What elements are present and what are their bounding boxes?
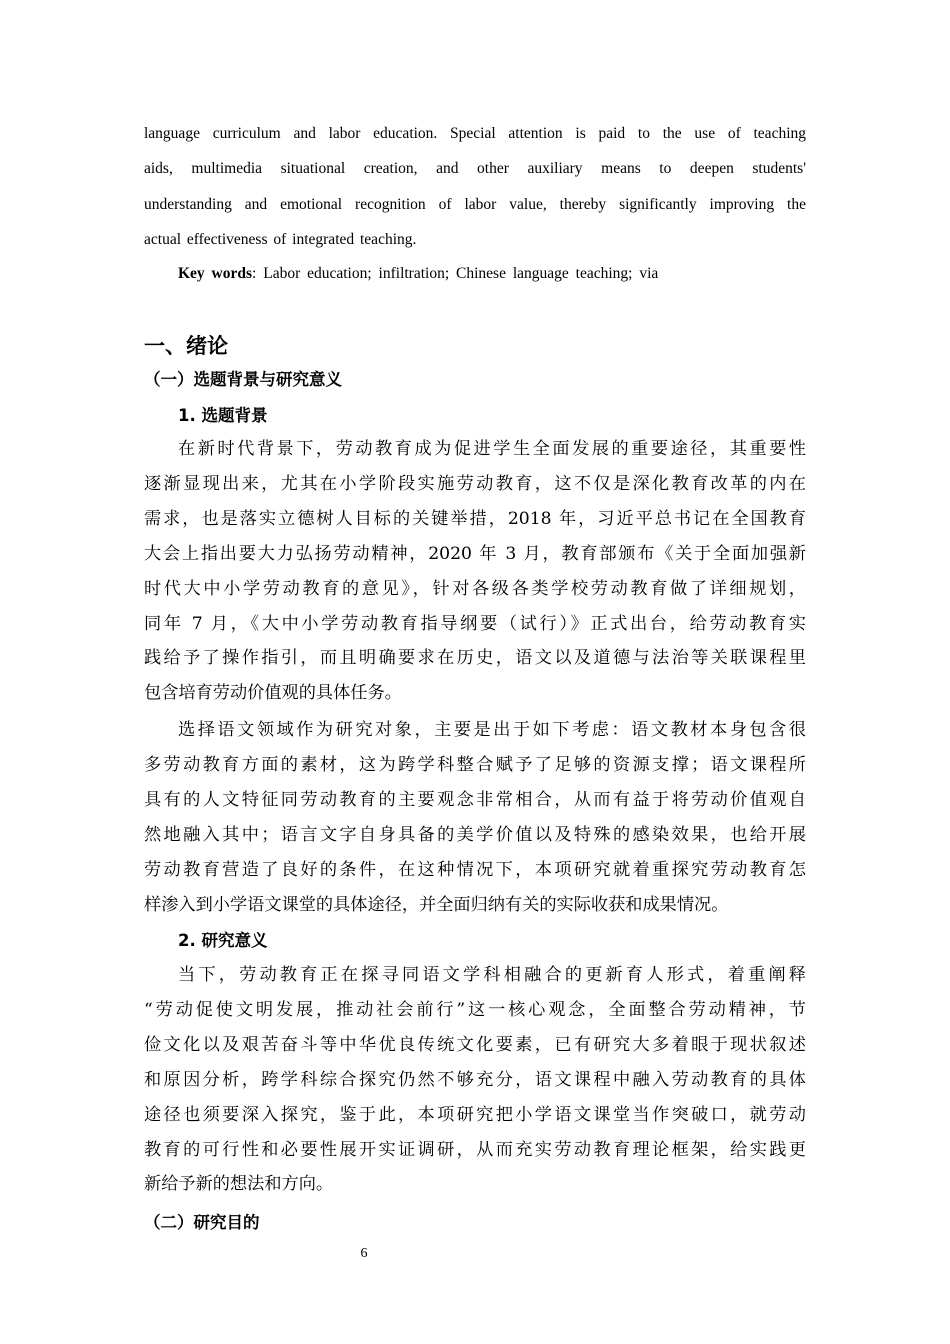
paragraph-line: 践给予了操作指引，而且明确要求在历史，语文以及道德与法治等关联课程里 — [144, 648, 806, 669]
paragraph-background-1 — [144, 432, 806, 711]
subsection-title-significance: 2. 研究意义 — [178, 931, 268, 950]
paragraph-line: 需求，也是落实立德树人目标的关键举措，2018 年，习近平总书记在全国教育 — [144, 508, 806, 529]
paragraph-line: 同年 7 月，《大中小学劳动教育指导纲要（试行）》正式出台，给劳动教育实 — [144, 613, 806, 634]
abstract-english-tail — [144, 116, 806, 257]
paragraph-line: 多劳动教育方面的素材，这为跨学科整合赋予了足够的资源支撑；语文课程所 — [144, 754, 806, 775]
paragraph-line: 大会上指出要大力弘扬劳动精神，2020 年 3 月，教育部颁布《关于全面加强新 — [144, 543, 806, 564]
paragraph-significance — [144, 958, 806, 1202]
page-number: 6 — [360, 1246, 368, 1261]
paragraph-line: 时代大中小学劳动教育的意见》，针对各级各类学校劳动教育做了详细规划， — [144, 578, 806, 599]
abstract-line: actual effectiveness of integrated teaching. — [144, 230, 417, 248]
paragraph-line: 和原因分析，跨学科综合探究仍然不够充分，语文课程中融入劳动教育的具体 — [144, 1069, 806, 1090]
paragraph-line: “劳动促使文明发展，推动社会前行”这一核心观念，全面整合劳动精神，节 — [144, 999, 806, 1020]
abstract-line: language curriculum and labor education. Special attention is paid to the use of teaching — [144, 125, 806, 142]
paragraph-line: 在新时代背景下，劳动教育成为促进学生全面发展的重要途径，其重要性 — [178, 439, 806, 459]
abstract-line: understanding and emotional recognition of labor value, thereby significantly improving the — [144, 195, 806, 213]
keywords-line — [178, 256, 806, 291]
section-title-purpose: （二）研究目的 — [144, 1213, 260, 1232]
paragraph-line: 途径也须要深入探究，鉴于此，本项研究把小学语文课堂当作突破口，就劳动 — [144, 1104, 806, 1125]
paragraph-line: 新给予新的想法和方向。 — [144, 1174, 334, 1195]
paragraph-line: 包含培育劳动价值观的具体任务。 — [144, 683, 402, 704]
paragraph-line: 劳动教育营造了良好的条件，在这种情况下，本项研究就着重探究劳动教育怎 — [144, 859, 806, 880]
paragraph-line: 俭文化以及艰苦奋斗等中华优良传统文化要素，已有研究大多着眼于现状叙述 — [144, 1034, 806, 1055]
paragraph-line: 样渗入到小学语文课堂的具体途径，并全面归纳有关的实际收获和成果情况。 — [144, 894, 729, 915]
paragraph-line: 选择语文领域作为研究对象，主要是出于如下考虑：语文教材本身包含很 — [178, 720, 806, 740]
paragraph-line: 当下，劳动教育正在探寻同语文学科相融合的更新育人形式，着重阐释 — [178, 965, 806, 985]
paragraph-line: 然地融入其中；语言文字自身具备的美学价值以及特殊的感染效果，也给开展 — [144, 824, 806, 845]
chapter-title: 一、绪论 — [144, 334, 228, 358]
paragraph-line: 具有的人文特征同劳动教育的主要观念非常相合，从而有益于将劳动价值观自 — [144, 789, 806, 810]
keywords-label: Key words — [178, 265, 253, 282]
paragraph-line: 教育的可行性和必要性展开实证调研，从而充实劳动教育理论框架，给实践更 — [144, 1139, 806, 1160]
paragraph-background-2 — [144, 713, 806, 922]
paragraph-line: 逐渐显现出来，尤其在小学阶段实施劳动教育，这不仅是深化教育改革的内在 — [144, 473, 806, 494]
subsection-title-background: 1. 选题背景 — [178, 406, 268, 425]
keywords-text: : Labor education; infiltration; Chinese language teaching; via — [252, 265, 659, 282]
section-title-background: （一）选题背景与研究意义 — [144, 370, 342, 389]
abstract-line: aids, multimedia situational creation, and other auxiliary means to deepen students' — [144, 160, 806, 178]
